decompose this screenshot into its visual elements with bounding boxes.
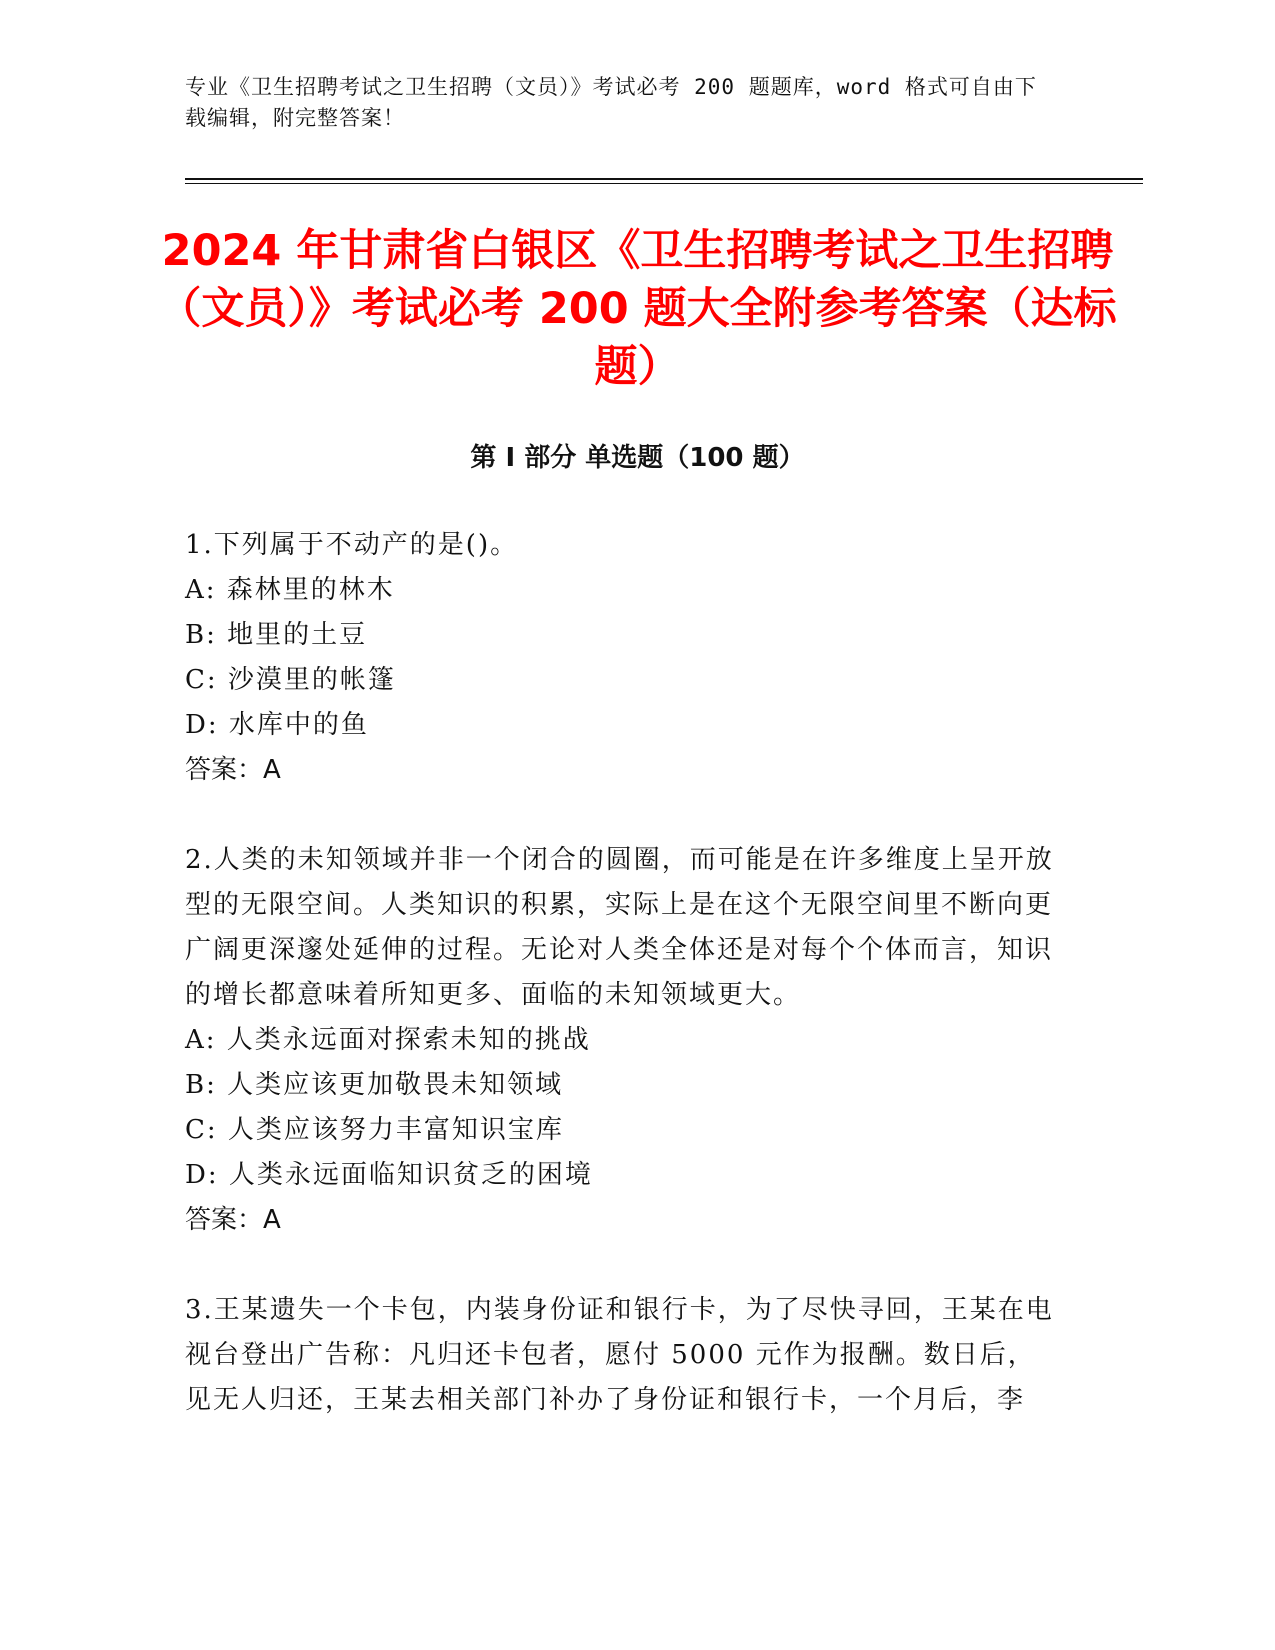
question-1 xyxy=(185,523,1055,793)
answer-line: 答案：A xyxy=(185,1205,281,1235)
document-title: 2024 年甘肃省白银区《卫生招聘考试之卫生招聘（文员）》考试必考 200 题大全附参考答案（达标题） xyxy=(158,226,1117,392)
question-2 xyxy=(185,838,1055,1243)
header-note: 专业《卫生招聘考试之卫生招聘（文员）》考试必考 200 题题库，word 格式可自由下载编辑，附完整答案！ xyxy=(185,75,1037,130)
option-d: D: 水库中的鱼 xyxy=(185,710,369,740)
question-list xyxy=(185,523,1055,1468)
question-stem: 3.王某遗失一个卡包，内装身份证和银行卡，为了尽快寻回，王某在电视台登出广告称：凡归还卡包者，愿付 5000 元作为报酬。数日后，见无人归还，王某去相关部门补办了身份证和银行卡，一个月后，李 xyxy=(185,1295,1054,1415)
header-divider-thin xyxy=(185,183,1143,184)
option-c: C: 沙漠里的帐篷 xyxy=(185,665,396,695)
option-c: C: 人类应该努力丰富知识宝库 xyxy=(185,1115,564,1145)
option-a: A: 人类永远面对探索未知的挑战 xyxy=(185,1025,591,1055)
question-stem: 2.人类的未知领域并非一个闭合的圆圈，而可能是在许多维度上呈开放型的无限空间。人类知识的积累，实际上是在这个无限空间里不断向更广阔更深邃处延伸的过程。无论对人类全体还是对每个个体而言，知识的增长都意味着所知更多、面临的未知领域更大。 xyxy=(185,845,1054,1010)
question-stem: 1.下列属于不动产的是()。 xyxy=(185,530,519,560)
section-heading: 第 I 部分 单选题（100 题） xyxy=(470,443,805,473)
option-a: A: 森林里的林木 xyxy=(185,575,395,605)
option-d: D: 人类永远面临知识贫乏的困境 xyxy=(185,1160,593,1190)
question-3 xyxy=(185,1288,1055,1423)
option-b: B: 人类应该更加敬畏未知领域 xyxy=(185,1070,564,1100)
option-b: B: 地里的土豆 xyxy=(185,620,368,650)
header-divider xyxy=(185,178,1143,180)
answer-line: 答案：A xyxy=(185,755,281,785)
